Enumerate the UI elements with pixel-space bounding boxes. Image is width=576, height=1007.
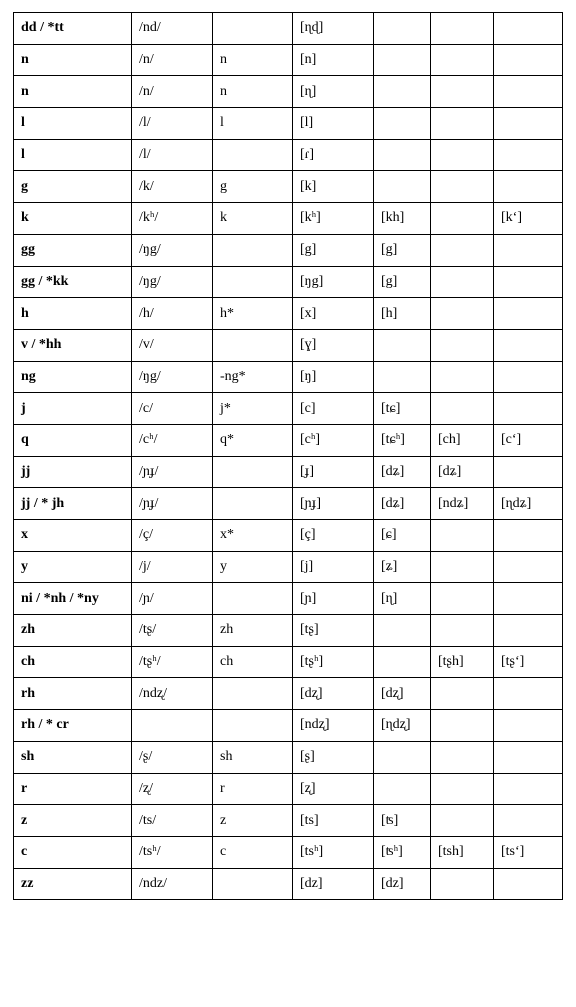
variant-cell: [dz] — [374, 868, 431, 900]
phone-cell: [g] — [293, 234, 374, 266]
table-row — [14, 234, 563, 266]
romanization-cell — [213, 13, 293, 45]
romanization-cell: q* — [213, 424, 293, 456]
alt-variant-cell — [431, 868, 494, 900]
variant-cell: [kh] — [374, 203, 431, 235]
phone-cell: [ç] — [293, 520, 374, 552]
phoneme-cell: /h/ — [132, 298, 213, 330]
phone-cell: [ɳɖ] — [293, 13, 374, 45]
phone-cell: [dʐ] — [293, 678, 374, 710]
alt-variant-cell — [431, 583, 494, 615]
phoneme-cell: /cʰ/ — [132, 424, 213, 456]
variant-cell — [374, 139, 431, 171]
spelling-cell: gg / *kk — [14, 266, 132, 298]
aspirate-cell — [494, 456, 563, 488]
spelling-cell: h — [14, 298, 132, 330]
spelling-cell: zz — [14, 868, 132, 900]
variant-cell: [dʑ] — [374, 456, 431, 488]
alt-variant-cell — [431, 678, 494, 710]
variant-cell: [tɕʰ] — [374, 424, 431, 456]
romanization-cell: r — [213, 773, 293, 805]
phone-cell: [ɾ] — [293, 139, 374, 171]
romanization-cell — [213, 266, 293, 298]
alt-variant-cell — [431, 234, 494, 266]
phone-cell: [j] — [293, 551, 374, 583]
variant-cell: [ʦʰ] — [374, 836, 431, 868]
table-row — [14, 773, 563, 805]
table-row — [14, 361, 563, 393]
aspirate-cell — [494, 710, 563, 742]
spelling-cell: n — [14, 76, 132, 108]
spelling-cell: c — [14, 836, 132, 868]
romanization-cell: n — [213, 76, 293, 108]
aspirate-cell — [494, 139, 563, 171]
table-row — [14, 615, 563, 647]
variant-cell — [374, 773, 431, 805]
spelling-cell: y — [14, 551, 132, 583]
romanization-cell: j* — [213, 393, 293, 425]
phone-cell: [ɲɟ] — [293, 488, 374, 520]
phone-cell: [tʂ] — [293, 615, 374, 647]
romanization-cell — [213, 234, 293, 266]
table-row — [14, 13, 563, 45]
table-row — [14, 329, 563, 361]
table-row — [14, 520, 563, 552]
spelling-cell: j — [14, 393, 132, 425]
variant-cell: [h] — [374, 298, 431, 330]
spelling-cell: r — [14, 773, 132, 805]
phoneme-cell: /kʰ/ — [132, 203, 213, 235]
alt-variant-cell — [431, 139, 494, 171]
alt-variant-cell — [431, 773, 494, 805]
phone-cell: [c] — [293, 393, 374, 425]
aspirate-cell — [494, 773, 563, 805]
romanization-cell — [213, 868, 293, 900]
variant-cell: [tɕ] — [374, 393, 431, 425]
alt-variant-cell — [431, 171, 494, 203]
aspirate-cell: [ts‘] — [494, 836, 563, 868]
phoneme-cell: /ndʐ/ — [132, 678, 213, 710]
phoneme-cell: /c/ — [132, 393, 213, 425]
alt-variant-cell — [431, 266, 494, 298]
alt-variant-cell — [431, 741, 494, 773]
phone-cell: [k] — [293, 171, 374, 203]
phoneme-cell: /l/ — [132, 139, 213, 171]
spelling-cell: zh — [14, 615, 132, 647]
aspirate-cell — [494, 171, 563, 203]
spelling-cell: l — [14, 139, 132, 171]
phone-cell: [ŋ] — [293, 361, 374, 393]
alt-variant-cell — [431, 551, 494, 583]
aspirate-cell — [494, 44, 563, 76]
phoneme-cell: /ŋg/ — [132, 361, 213, 393]
alt-variant-cell: [tsh] — [431, 836, 494, 868]
aspirate-cell — [494, 551, 563, 583]
table-row — [14, 805, 563, 837]
spelling-cell: v / *hh — [14, 329, 132, 361]
phone-cell: [x] — [293, 298, 374, 330]
romanization-cell — [213, 488, 293, 520]
romanization-cell: y — [213, 551, 293, 583]
phoneme-cell: /ʐ/ — [132, 773, 213, 805]
phone-cell: [cʰ] — [293, 424, 374, 456]
romanization-cell: sh — [213, 741, 293, 773]
aspirate-cell: [k‘] — [494, 203, 563, 235]
alt-variant-cell — [431, 298, 494, 330]
variant-cell — [374, 615, 431, 647]
table-row — [14, 108, 563, 140]
alt-variant-cell: [ch] — [431, 424, 494, 456]
phoneme-cell — [132, 710, 213, 742]
spelling-cell: jj — [14, 456, 132, 488]
romanization-cell: x* — [213, 520, 293, 552]
spelling-cell: gg — [14, 234, 132, 266]
phoneme-cell: /k/ — [132, 171, 213, 203]
phoneme-cell: /tʂʰ/ — [132, 646, 213, 678]
phoneme-cell: /ʂ/ — [132, 741, 213, 773]
alt-variant-cell — [431, 108, 494, 140]
table-row — [14, 710, 563, 742]
table-row — [14, 646, 563, 678]
table-row — [14, 171, 563, 203]
table-row — [14, 836, 563, 868]
phone-cell: [tʂʰ] — [293, 646, 374, 678]
spelling-cell: z — [14, 805, 132, 837]
phoneme-cell: /n/ — [132, 76, 213, 108]
aspirate-cell — [494, 868, 563, 900]
aspirate-cell: [ɳdʑ] — [494, 488, 563, 520]
phoneme-cell: /ɲɟ/ — [132, 488, 213, 520]
spelling-cell: k — [14, 203, 132, 235]
phoneme-cell: /tʂ/ — [132, 615, 213, 647]
phoneme-cell: /ts/ — [132, 805, 213, 837]
romanization-cell — [213, 710, 293, 742]
romanization-cell: l — [213, 108, 293, 140]
spelling-cell: x — [14, 520, 132, 552]
phone-cell: [ts] — [293, 805, 374, 837]
variant-cell — [374, 329, 431, 361]
phoneme-table — [13, 12, 563, 900]
variant-cell — [374, 741, 431, 773]
aspirate-cell — [494, 583, 563, 615]
variant-cell: [dʐ] — [374, 678, 431, 710]
alt-variant-cell — [431, 520, 494, 552]
spelling-cell: ng — [14, 361, 132, 393]
aspirate-cell — [494, 615, 563, 647]
table-row — [14, 583, 563, 615]
romanization-cell — [213, 456, 293, 488]
table-row — [14, 868, 563, 900]
aspirate-cell — [494, 108, 563, 140]
phone-cell: [ɟ] — [293, 456, 374, 488]
romanization-cell: -ng* — [213, 361, 293, 393]
spelling-cell: q — [14, 424, 132, 456]
phoneme-table-body — [14, 13, 563, 900]
spelling-cell: jj / * jh — [14, 488, 132, 520]
romanization-cell: n — [213, 44, 293, 76]
phoneme-cell: /n/ — [132, 44, 213, 76]
phone-cell: [ɲ] — [293, 583, 374, 615]
variant-cell — [374, 76, 431, 108]
phone-cell: [dz] — [293, 868, 374, 900]
aspirate-cell — [494, 361, 563, 393]
phoneme-cell: /nd/ — [132, 13, 213, 45]
variant-cell — [374, 44, 431, 76]
spelling-cell: dd / *tt — [14, 13, 132, 45]
aspirate-cell: [tʂ‘] — [494, 646, 563, 678]
phoneme-cell: /ŋg/ — [132, 266, 213, 298]
spelling-cell: ch — [14, 646, 132, 678]
alt-variant-cell — [431, 76, 494, 108]
aspirate-cell: [c‘] — [494, 424, 563, 456]
table-row — [14, 203, 563, 235]
variant-cell: [ɕ] — [374, 520, 431, 552]
romanization-cell: c — [213, 836, 293, 868]
spelling-cell: ni / *nh / *ny — [14, 583, 132, 615]
table-row — [14, 678, 563, 710]
spelling-cell: l — [14, 108, 132, 140]
phone-cell: [kʰ] — [293, 203, 374, 235]
alt-variant-cell — [431, 615, 494, 647]
alt-variant-cell — [431, 393, 494, 425]
alt-variant-cell: [dʑ] — [431, 456, 494, 488]
spelling-cell: sh — [14, 741, 132, 773]
phoneme-cell: /v/ — [132, 329, 213, 361]
aspirate-cell — [494, 393, 563, 425]
variant-cell: [ɳ] — [374, 583, 431, 615]
phone-cell: [tsʰ] — [293, 836, 374, 868]
variant-cell — [374, 171, 431, 203]
aspirate-cell — [494, 329, 563, 361]
table-row — [14, 139, 563, 171]
aspirate-cell — [494, 741, 563, 773]
alt-variant-cell — [431, 44, 494, 76]
alt-variant-cell — [431, 329, 494, 361]
variant-cell: [ɳdʐ] — [374, 710, 431, 742]
variant-cell — [374, 13, 431, 45]
spelling-cell: rh / * cr — [14, 710, 132, 742]
romanization-cell: h* — [213, 298, 293, 330]
romanization-cell — [213, 583, 293, 615]
phoneme-cell: /ç/ — [132, 520, 213, 552]
variant-cell: [ʦ] — [374, 805, 431, 837]
table-row — [14, 424, 563, 456]
aspirate-cell — [494, 520, 563, 552]
aspirate-cell — [494, 678, 563, 710]
romanization-cell: k — [213, 203, 293, 235]
variant-cell: [dʑ] — [374, 488, 431, 520]
variant-cell — [374, 108, 431, 140]
table-row — [14, 266, 563, 298]
variant-cell: [g] — [374, 234, 431, 266]
phone-cell: [ɳ] — [293, 76, 374, 108]
alt-variant-cell — [431, 710, 494, 742]
phoneme-cell: /l/ — [132, 108, 213, 140]
phone-cell: [ŋg] — [293, 266, 374, 298]
alt-variant-cell — [431, 361, 494, 393]
aspirate-cell — [494, 234, 563, 266]
aspirate-cell — [494, 298, 563, 330]
romanization-cell — [213, 329, 293, 361]
phone-cell: [ʐ] — [293, 773, 374, 805]
phone-cell: [ʂ] — [293, 741, 374, 773]
alt-variant-cell: [tʂh] — [431, 646, 494, 678]
aspirate-cell — [494, 805, 563, 837]
aspirate-cell — [494, 266, 563, 298]
table-row — [14, 393, 563, 425]
table-row — [14, 44, 563, 76]
phoneme-cell: /j/ — [132, 551, 213, 583]
alt-variant-cell — [431, 805, 494, 837]
phone-cell: [n] — [293, 44, 374, 76]
aspirate-cell — [494, 76, 563, 108]
spelling-cell: g — [14, 171, 132, 203]
table-row — [14, 551, 563, 583]
table-row — [14, 741, 563, 773]
phone-cell: [ɣ] — [293, 329, 374, 361]
variant-cell: [g] — [374, 266, 431, 298]
phoneme-cell: /ndz/ — [132, 868, 213, 900]
romanization-cell: g — [213, 171, 293, 203]
phone-cell: [ndʐ] — [293, 710, 374, 742]
alt-variant-cell: [ndʑ] — [431, 488, 494, 520]
table-row — [14, 456, 563, 488]
variant-cell — [374, 646, 431, 678]
table-row — [14, 298, 563, 330]
phoneme-cell: /ɲ/ — [132, 583, 213, 615]
aspirate-cell — [494, 13, 563, 45]
romanization-cell — [213, 139, 293, 171]
alt-variant-cell — [431, 13, 494, 45]
phoneme-cell: /ɲɟ/ — [132, 456, 213, 488]
spelling-cell: rh — [14, 678, 132, 710]
phoneme-cell: /ŋg/ — [132, 234, 213, 266]
romanization-cell: zh — [213, 615, 293, 647]
phoneme-cell: /tsʰ/ — [132, 836, 213, 868]
romanization-cell — [213, 678, 293, 710]
phone-cell: [l] — [293, 108, 374, 140]
variant-cell: [ʑ] — [374, 551, 431, 583]
romanization-cell: z — [213, 805, 293, 837]
variant-cell — [374, 361, 431, 393]
romanization-cell: ch — [213, 646, 293, 678]
table-row — [14, 488, 563, 520]
alt-variant-cell — [431, 203, 494, 235]
spelling-cell: n — [14, 44, 132, 76]
table-row — [14, 76, 563, 108]
